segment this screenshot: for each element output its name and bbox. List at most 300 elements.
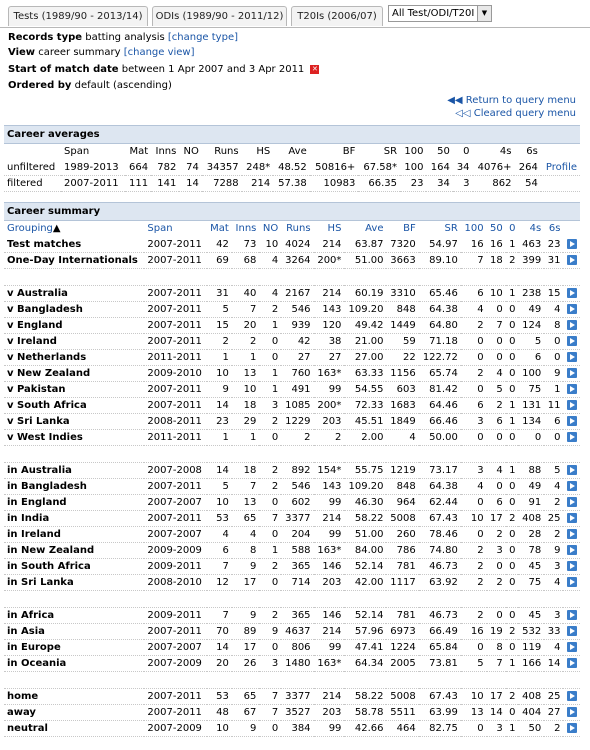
table-cell: 14 bbox=[487, 705, 506, 721]
table-cell: 65 bbox=[232, 689, 260, 705]
sort-grouping-header[interactable]: Grouping▲ bbox=[7, 223, 61, 235]
career-averages-table bbox=[4, 125, 580, 192]
play-icon[interactable] bbox=[567, 239, 577, 249]
table-cell: 78.46 bbox=[419, 527, 461, 543]
table-cell: 3 bbox=[453, 176, 473, 192]
table-cell: 0 bbox=[487, 430, 506, 446]
play-icon[interactable] bbox=[567, 642, 577, 652]
table-cell: 66.46 bbox=[419, 414, 461, 430]
table-cell: 786 bbox=[386, 543, 418, 559]
chevron-down-icon: ▼ bbox=[477, 6, 491, 21]
table-row bbox=[4, 286, 580, 302]
table-cell: 2 bbox=[232, 334, 260, 350]
table-cell: 214 bbox=[314, 689, 345, 705]
play-icon[interactable] bbox=[567, 320, 577, 330]
play-icon[interactable] bbox=[567, 255, 577, 265]
play-icon[interactable] bbox=[567, 465, 577, 475]
table-cell: 99 bbox=[314, 495, 345, 511]
drilldown-cell bbox=[563, 414, 580, 430]
table-cell: 53 bbox=[207, 689, 232, 705]
drilldown-cell bbox=[563, 575, 580, 591]
table-cell: 5 bbox=[207, 302, 232, 318]
table-cell: 5511 bbox=[386, 705, 418, 721]
table-cell: 14 bbox=[207, 640, 232, 656]
play-icon[interactable] bbox=[567, 288, 577, 298]
table-cell: 2 bbox=[461, 543, 487, 559]
table-cell: 0 bbox=[506, 543, 519, 559]
table-cell: 2 bbox=[259, 302, 281, 318]
play-icon[interactable] bbox=[567, 707, 577, 717]
play-icon[interactable] bbox=[567, 658, 577, 668]
table-cell: 89 bbox=[232, 624, 260, 640]
table-cell bbox=[541, 176, 580, 192]
table-cell: 7 bbox=[487, 656, 506, 672]
table-cell: 602 bbox=[281, 495, 313, 511]
view-line bbox=[8, 47, 195, 59]
column-header: SR bbox=[383, 146, 398, 158]
table-cell: 9 bbox=[232, 559, 260, 575]
table-cell: 4 bbox=[487, 463, 506, 479]
column-header: 100 bbox=[404, 146, 424, 158]
table-cell: 1683 bbox=[386, 398, 418, 414]
play-icon[interactable] bbox=[567, 336, 577, 346]
table-cell: 0 bbox=[461, 640, 487, 656]
table-cell: 17 bbox=[232, 575, 260, 591]
table-cell: 99 bbox=[314, 721, 345, 737]
table-cell: 67.43 bbox=[419, 511, 461, 527]
play-icon[interactable] bbox=[567, 368, 577, 378]
table-cell: 9 bbox=[207, 382, 232, 398]
table-cell: 2 bbox=[506, 511, 519, 527]
table-cell: 10 bbox=[461, 689, 487, 705]
table-cell: 53 bbox=[207, 511, 232, 527]
table-row bbox=[4, 237, 580, 253]
drilldown-cell bbox=[563, 608, 580, 624]
drilldown-cell bbox=[563, 237, 580, 253]
table-cell: 17 bbox=[232, 640, 260, 656]
table-cell: 99 bbox=[314, 640, 345, 656]
table-cell: 0 bbox=[506, 302, 519, 318]
table-cell: 50 bbox=[518, 721, 544, 737]
table-cell: 78 bbox=[518, 543, 544, 559]
row-label: in England bbox=[4, 495, 144, 511]
table-cell: 9 bbox=[232, 608, 260, 624]
table-cell: 20 bbox=[207, 656, 232, 672]
table-cell: 100 bbox=[518, 366, 544, 382]
column-header[interactable]: HS bbox=[327, 223, 342, 235]
column-header: Span bbox=[64, 146, 90, 158]
career-averages-title: Career averages bbox=[4, 126, 580, 144]
column-header: 4s bbox=[499, 146, 512, 158]
table-cell: 50816+ bbox=[310, 160, 359, 176]
table-cell: 111 bbox=[125, 176, 151, 192]
table-cell: 0 bbox=[506, 495, 519, 511]
play-icon[interactable] bbox=[567, 416, 577, 426]
row-label: in India bbox=[4, 511, 144, 527]
tab-divider bbox=[0, 27, 590, 28]
table-cell: 65 bbox=[232, 511, 260, 527]
spacer-cell bbox=[4, 269, 580, 286]
table-row bbox=[4, 689, 580, 705]
drilldown-cell bbox=[563, 302, 580, 318]
table-cell: 14 bbox=[207, 398, 232, 414]
column-header bbox=[4, 144, 61, 160]
table-cell: unfiltered bbox=[4, 160, 61, 176]
table-cell: 892 bbox=[281, 463, 313, 479]
table-cell: 1 bbox=[259, 543, 281, 559]
table-cell: 1 bbox=[207, 430, 232, 446]
table-row bbox=[4, 575, 580, 591]
table-cell: 20 bbox=[232, 318, 260, 334]
drilldown-cell bbox=[563, 350, 580, 366]
table-cell: 141 bbox=[151, 176, 179, 192]
table-cell: 2 bbox=[259, 463, 281, 479]
table-row bbox=[4, 656, 580, 672]
table-cell: 10 bbox=[207, 721, 232, 737]
tab-odis[interactable]: ODIs (1989/90 - 2011/12) bbox=[152, 6, 287, 26]
row-label: v Ireland bbox=[4, 334, 144, 350]
table-cell: 10 bbox=[232, 382, 260, 398]
column-header[interactable]: 50 bbox=[490, 223, 503, 235]
table-cell: 9 bbox=[232, 721, 260, 737]
table-cell: 2007-2011 bbox=[144, 624, 206, 640]
table-cell: 0 bbox=[487, 334, 506, 350]
table-cell: 2007-2011 bbox=[144, 302, 206, 318]
row-label: in New Zealand bbox=[4, 543, 144, 559]
career-averages-header bbox=[4, 126, 580, 144]
table-cell: 0 bbox=[461, 430, 487, 446]
cleared-query-link[interactable] bbox=[455, 108, 576, 120]
table-cell: 54 bbox=[514, 176, 540, 192]
table-cell: 781 bbox=[386, 608, 418, 624]
table-cell: 862 bbox=[473, 176, 515, 192]
column-header[interactable]: 6s bbox=[548, 223, 561, 235]
table-cell: 89.10 bbox=[419, 253, 461, 269]
drilldown-cell bbox=[563, 334, 580, 350]
tab-t20is[interactable]: T20Is (2006/07) bbox=[291, 6, 383, 26]
table-cell: 70 bbox=[207, 624, 232, 640]
table-cell: 15 bbox=[544, 286, 563, 302]
format-select[interactable] bbox=[388, 5, 492, 22]
table-cell: 203 bbox=[314, 575, 345, 591]
table-cell: 26 bbox=[232, 656, 260, 672]
table-cell: 7 bbox=[207, 608, 232, 624]
table-cell: 2 bbox=[487, 398, 506, 414]
start-date-line bbox=[8, 64, 319, 76]
row-label: neutral bbox=[4, 721, 144, 737]
table-cell: 365 bbox=[281, 608, 313, 624]
table-cell: 0 bbox=[506, 640, 519, 656]
table-cell: 65.46 bbox=[419, 286, 461, 302]
table-cell: 55.75 bbox=[344, 463, 386, 479]
table-cell: 1117 bbox=[386, 575, 418, 591]
table-cell: 63.33 bbox=[344, 366, 386, 382]
table-cell: 23 bbox=[400, 176, 426, 192]
row-label: in Europe bbox=[4, 640, 144, 656]
table-cell: 38 bbox=[314, 334, 345, 350]
ordered-value: default (ascending) bbox=[74, 80, 172, 91]
table-cell: 4 bbox=[544, 302, 563, 318]
column-header bbox=[563, 221, 580, 237]
column-header[interactable]: Inns bbox=[235, 223, 257, 235]
column-header[interactable]: 4s bbox=[529, 223, 542, 235]
table-cell: 4 bbox=[461, 479, 487, 495]
play-icon[interactable] bbox=[567, 481, 577, 491]
table-cell: 1 bbox=[259, 382, 281, 398]
table-row bbox=[4, 721, 580, 737]
table-cell: 67.43 bbox=[419, 689, 461, 705]
play-icon[interactable] bbox=[567, 529, 577, 539]
table-cell: 204 bbox=[281, 527, 313, 543]
play-icon[interactable] bbox=[567, 626, 577, 636]
table-cell: 0 bbox=[487, 302, 506, 318]
table-cell: 51.00 bbox=[344, 253, 386, 269]
table-cell: 4 bbox=[461, 302, 487, 318]
table-cell: 52.14 bbox=[344, 608, 386, 624]
table-cell: 4 bbox=[259, 253, 281, 269]
drilldown-cell bbox=[563, 543, 580, 559]
table-cell: 18 bbox=[232, 463, 260, 479]
return-query-link[interactable] bbox=[447, 95, 576, 107]
table-cell: 14 bbox=[179, 176, 201, 192]
table-cell: 664 bbox=[125, 160, 151, 176]
table-cell: 6973 bbox=[386, 624, 418, 640]
table-cell: 124 bbox=[518, 318, 544, 334]
table-cell: 399 bbox=[518, 253, 544, 269]
table-cell: 2011-2011 bbox=[144, 430, 206, 446]
table-cell: 143 bbox=[314, 302, 345, 318]
rewind-icon: ◁◁ bbox=[455, 108, 471, 119]
play-icon[interactable] bbox=[567, 497, 577, 507]
table-cell: 14 bbox=[207, 463, 232, 479]
table-cell: 63.92 bbox=[419, 575, 461, 591]
table-cell: 214 bbox=[314, 237, 345, 253]
row-label: v Sri Lanka bbox=[4, 414, 144, 430]
table-cell: 3 bbox=[259, 398, 281, 414]
column-header[interactable]: 0 bbox=[509, 223, 516, 235]
drilldown-cell bbox=[563, 495, 580, 511]
column-header: Runs bbox=[214, 146, 239, 158]
table-cell: 782 bbox=[151, 160, 179, 176]
table-cell: 6 bbox=[461, 398, 487, 414]
play-icon[interactable] bbox=[567, 545, 577, 555]
column-header[interactable]: 100 bbox=[464, 223, 484, 235]
table-cell: 119 bbox=[518, 640, 544, 656]
table-cell: 0 bbox=[487, 559, 506, 575]
play-icon[interactable] bbox=[567, 304, 577, 314]
table-cell: 0 bbox=[506, 527, 519, 543]
table-cell: 0 bbox=[506, 608, 519, 624]
table-cell: 8 bbox=[232, 543, 260, 559]
play-icon[interactable] bbox=[567, 432, 577, 442]
column-header: 50 bbox=[437, 146, 450, 158]
column-header bbox=[541, 144, 580, 160]
table-cell: 2167 bbox=[281, 286, 313, 302]
table-cell: 59 bbox=[386, 334, 418, 350]
table-cell: 11 bbox=[544, 398, 563, 414]
table-row bbox=[4, 318, 580, 334]
column-header[interactable]: BF bbox=[403, 223, 416, 235]
play-icon[interactable] bbox=[567, 610, 577, 620]
column-header[interactable]: Span bbox=[147, 223, 173, 235]
column-header[interactable]: Mat bbox=[210, 223, 229, 235]
table-cell: 2008-2010 bbox=[144, 575, 206, 591]
table-row bbox=[4, 350, 580, 366]
table-cell: 12 bbox=[207, 575, 232, 591]
play-icon[interactable] bbox=[567, 577, 577, 587]
table-cell: 3310 bbox=[386, 286, 418, 302]
table-cell: 28 bbox=[518, 527, 544, 543]
table-cell: 75 bbox=[518, 382, 544, 398]
table-cell: 120 bbox=[314, 318, 345, 334]
table-cell: 1 bbox=[259, 318, 281, 334]
table-cell: 4 bbox=[544, 575, 563, 591]
table-cell: 1224 bbox=[386, 640, 418, 656]
table-row bbox=[4, 624, 580, 640]
play-icon[interactable] bbox=[567, 513, 577, 523]
table-cell: 31 bbox=[544, 253, 563, 269]
table-cell: 73.17 bbox=[419, 463, 461, 479]
column-header[interactable]: NO bbox=[262, 223, 279, 235]
table-cell: 57.96 bbox=[344, 624, 386, 640]
column-header: Mat bbox=[129, 146, 149, 158]
drilldown-cell bbox=[563, 656, 580, 672]
table-cell: 64.34 bbox=[344, 656, 386, 672]
table-cell: 40 bbox=[232, 286, 260, 302]
table-cell: 1989-2013 bbox=[61, 160, 125, 176]
start-date-value: between 1 Apr 2007 and 3 Apr 2011 bbox=[121, 64, 305, 75]
column-header[interactable]: Runs bbox=[286, 223, 311, 235]
table-cell: 0 bbox=[544, 350, 563, 366]
table-cell: 1 bbox=[506, 398, 519, 414]
table-cell: 60.19 bbox=[344, 286, 386, 302]
profile-link[interactable]: Profile bbox=[541, 160, 580, 176]
table-cell: 49 bbox=[518, 302, 544, 318]
table-cell: 603 bbox=[386, 382, 418, 398]
table-cell: 214 bbox=[242, 176, 274, 192]
row-label: in Australia bbox=[4, 463, 144, 479]
table-cell: 0 bbox=[487, 608, 506, 624]
table-cell: 0 bbox=[259, 334, 281, 350]
table-cell: 2 bbox=[487, 527, 506, 543]
table-cell: 2 bbox=[461, 318, 487, 334]
table-cell: 166 bbox=[518, 656, 544, 672]
table-cell: 13 bbox=[232, 366, 260, 382]
table-cell: 532 bbox=[518, 624, 544, 640]
table-cell: 2009-2009 bbox=[144, 543, 206, 559]
table-cell: 7 bbox=[232, 479, 260, 495]
table-cell: 7288 bbox=[202, 176, 242, 192]
table-cell: 8 bbox=[544, 318, 563, 334]
table-cell: 99 bbox=[314, 382, 345, 398]
column-header[interactable]: Ave bbox=[365, 223, 384, 235]
table-cell: 2 bbox=[259, 608, 281, 624]
table-cell: 2 bbox=[544, 527, 563, 543]
return-query-label: Return to query menu bbox=[465, 95, 576, 106]
tab-tests[interactable]: Tests (1989/90 - 2013/14) bbox=[8, 6, 148, 26]
table-cell: 42 bbox=[281, 334, 313, 350]
column-header[interactable]: SR bbox=[444, 223, 458, 235]
table-cell: 1 bbox=[506, 237, 519, 253]
table-cell: 5 bbox=[487, 382, 506, 398]
table-cell: 31 bbox=[207, 286, 232, 302]
table-cell: 17 bbox=[487, 511, 506, 527]
row-label: One-Day Internationals bbox=[4, 253, 144, 269]
table-cell: 1 bbox=[259, 366, 281, 382]
play-icon[interactable] bbox=[567, 561, 577, 571]
table-row bbox=[4, 176, 580, 192]
table-cell: 4637 bbox=[281, 624, 313, 640]
play-icon[interactable] bbox=[567, 384, 577, 394]
drilldown-cell bbox=[563, 721, 580, 737]
change-view-link[interactable]: [change view] bbox=[123, 47, 195, 58]
column-header: NO bbox=[183, 146, 199, 158]
table-cell: 408 bbox=[518, 511, 544, 527]
play-icon[interactable] bbox=[567, 723, 577, 733]
table-cell: 2007-2008 bbox=[144, 463, 206, 479]
table-cell: 163* bbox=[314, 656, 345, 672]
table-cell: 203 bbox=[314, 705, 345, 721]
spacer-cell bbox=[4, 672, 580, 689]
table-cell: 2007-2009 bbox=[144, 656, 206, 672]
table-cell: 0 bbox=[506, 350, 519, 366]
table-cell: 82.75 bbox=[419, 721, 461, 737]
table-cell: 0 bbox=[506, 430, 519, 446]
table-cell: 491 bbox=[281, 382, 313, 398]
spacer-cell bbox=[4, 591, 580, 608]
table-cell: 4 bbox=[386, 430, 418, 446]
table-cell: 67 bbox=[232, 705, 260, 721]
play-icon[interactable] bbox=[567, 691, 577, 701]
table-cell: 163* bbox=[314, 543, 345, 559]
table-cell: 7 bbox=[259, 689, 281, 705]
table-cell: 4024 bbox=[281, 237, 313, 253]
table-cell: 9 bbox=[544, 543, 563, 559]
table-cell: 27 bbox=[544, 705, 563, 721]
play-icon[interactable] bbox=[567, 352, 577, 362]
change-type-link[interactable]: [change type] bbox=[167, 32, 238, 43]
table-row bbox=[4, 302, 580, 318]
table-cell: 0 bbox=[259, 527, 281, 543]
table-cell: 0 bbox=[259, 350, 281, 366]
table-cell: 25 bbox=[544, 689, 563, 705]
table-cell: 5 bbox=[518, 334, 544, 350]
table-cell: 714 bbox=[281, 575, 313, 591]
drilldown-cell bbox=[563, 559, 580, 575]
play-icon[interactable] bbox=[567, 400, 577, 410]
table-cell: 2 bbox=[544, 721, 563, 737]
table-cell: 1 bbox=[232, 350, 260, 366]
table-cell: 2007-2011 bbox=[144, 398, 206, 414]
table-cell: 88 bbox=[518, 463, 544, 479]
table-cell: 6 bbox=[487, 414, 506, 430]
table-cell: 64.46 bbox=[419, 398, 461, 414]
table-row bbox=[4, 334, 580, 350]
table-cell: 2.00 bbox=[344, 430, 386, 446]
table-cell: 65.74 bbox=[419, 366, 461, 382]
drilldown-cell bbox=[563, 430, 580, 446]
remove-filter-icon[interactable]: ✕ bbox=[312, 64, 318, 73]
table-cell: 8 bbox=[487, 640, 506, 656]
table-cell: 200* bbox=[314, 253, 345, 269]
table-cell: 0 bbox=[259, 575, 281, 591]
career-summary-title: Career summary bbox=[4, 203, 580, 221]
table-cell: 7 bbox=[259, 705, 281, 721]
table-cell: 1219 bbox=[386, 463, 418, 479]
table-cell: 2 bbox=[259, 414, 281, 430]
table-cell: 5 bbox=[544, 463, 563, 479]
table-cell: 3527 bbox=[281, 705, 313, 721]
